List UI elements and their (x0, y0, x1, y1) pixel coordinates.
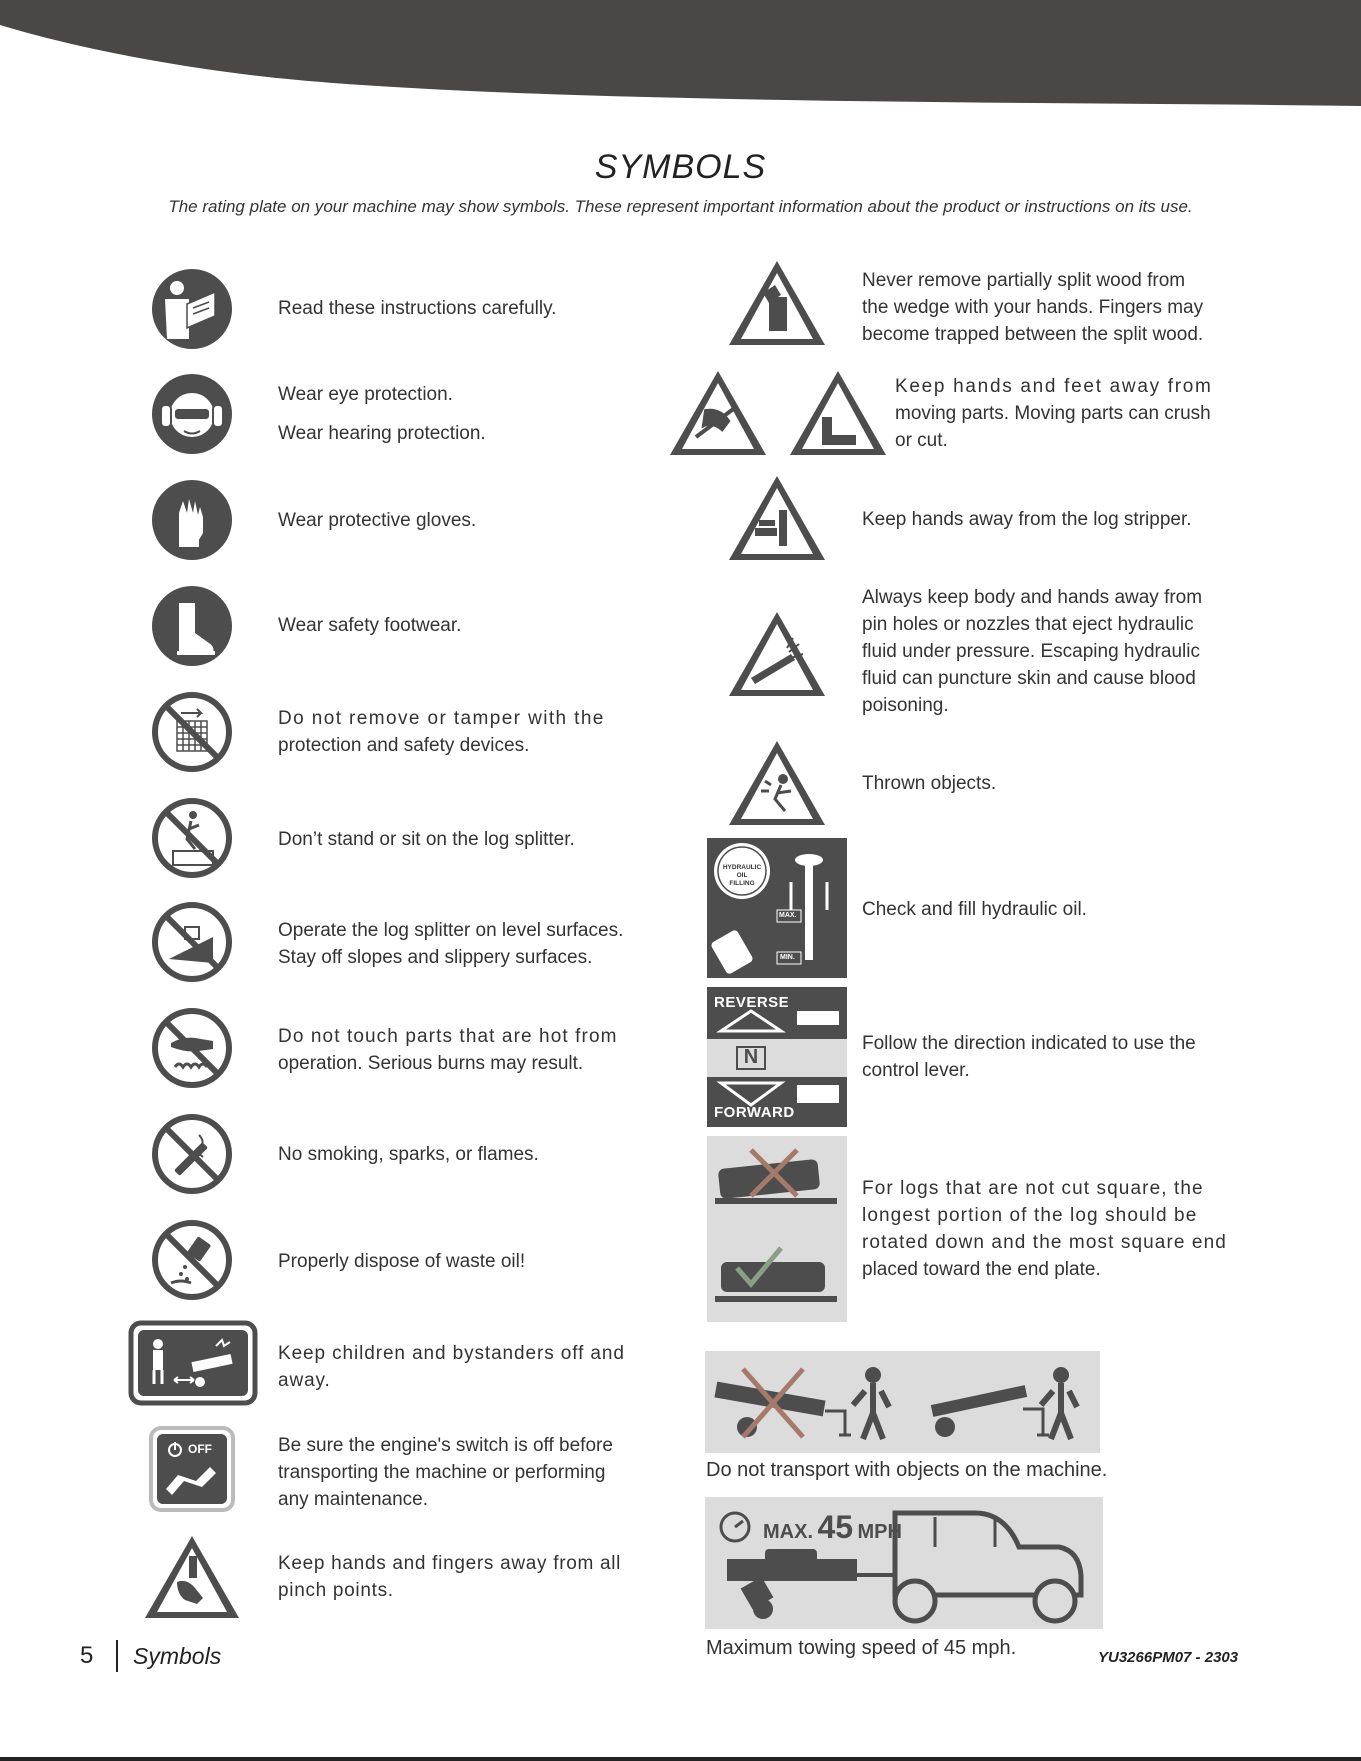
pinch-point-icon (141, 1532, 243, 1622)
hydraulic-fluid-warning-text: Always keep body and hands away from pin holes or nozzles that eject hydraulic fluid under pressure. Escaping hydraulic fluid can puncture skin and cause blood poisoning. (862, 587, 1203, 716)
log-stripper-warning-icon (725, 472, 829, 564)
oil-max-label: MAX. (779, 912, 797, 919)
no-slope-text: Operate the log splitter on level surfaces. Stay off slopes and slippery surfaces. (278, 920, 624, 968)
moving-parts-warning-text: Keep hands and feet away from moving parts. Moving parts can crush or cut. (895, 376, 1213, 451)
thrown-objects-warning-icon (725, 737, 829, 829)
engine-off-text: Be sure the engine's switch is off before transporting the machine or performing any maintenance. (278, 1435, 613, 1510)
document-id: YU3266PM07 - 2303 (1098, 1649, 1239, 1666)
no-tamper-guard-icon (151, 691, 233, 773)
eye-ear-protection-text: Wear eye protection. Wear hearing protection. (278, 384, 486, 444)
no-oil-dumping-icon (151, 1219, 233, 1301)
control-lever-direction-text: Follow the direction indicated to use the control lever. (862, 1033, 1196, 1081)
bystanders-away-text: Keep children and bystanders off and away. (278, 1343, 625, 1391)
max-towing-speed-icon (705, 1497, 1103, 1629)
eye-ear-protection-icon (151, 373, 233, 455)
header-band (0, 0, 1361, 110)
moving-parts-hand-warning-icon (666, 367, 770, 459)
log-orientation-text: For logs that are not cut square, the longest portion of the log should be rotated down and the most square end placed toward the end plate. (862, 1178, 1227, 1280)
no-slope-icon (151, 901, 233, 983)
safety-boot-icon (151, 585, 233, 667)
hydraulic-oil-fill-icon (707, 838, 847, 978)
bottom-rule (0, 1757, 1361, 1761)
max-speed-label: MAX. 45 MPH (763, 1509, 902, 1545)
hydraulic-oil-fill-text: Check and fill hydraulic oil. (862, 899, 1087, 920)
safety-boot-text: Wear safety footwear. (278, 615, 462, 636)
read-manual-icon (151, 268, 233, 350)
moving-parts-warning-icon (786, 367, 890, 459)
max-towing-speed-caption: Maximum towing speed of 45 mph. (706, 1637, 1017, 1659)
oil-min-label: MIN. (780, 954, 795, 961)
control-lever-direction-icon (707, 987, 847, 1127)
page-title: SYMBOLS (594, 148, 767, 186)
split-wood-warning-icon (725, 257, 829, 349)
no-smoking-icon (151, 1113, 233, 1195)
gloves-icon (151, 479, 233, 561)
no-transport-objects-icon (705, 1351, 1100, 1453)
engine-off-label: OFF (188, 1442, 212, 1456)
page-number: 5 (80, 1642, 94, 1669)
forward-label: FORWARD (714, 1104, 795, 1121)
bystanders-away-icon (128, 1320, 258, 1406)
reverse-label: REVERSE (714, 994, 790, 1011)
page-subtitle: The rating plate on your machine may show symbols. These represent important information about the product or instructions on its use. (168, 197, 1193, 216)
read-manual-text: Read these instructions carefully. (278, 298, 557, 319)
pinch-point-text: Keep hands and fingers away from all pinch points. (278, 1553, 622, 1601)
oil-fill-badge: HYDRAULIC OIL FILLING (722, 864, 762, 887)
log-stripper-warning-text: Keep hands away from the log stripper. (862, 509, 1192, 530)
no-touch-hot-icon (151, 1007, 233, 1089)
neutral-label: N (743, 1046, 759, 1068)
no-stand-sit-text: Don’t stand or sit on the log splitter. (278, 829, 575, 850)
gloves-text: Wear protective gloves. (278, 510, 477, 531)
no-tamper-guard-text: Do not remove or tamper with the protection and safety devices. (278, 708, 605, 756)
no-smoking-text: No smoking, sparks, or flames. (278, 1144, 539, 1165)
hydraulic-fluid-warning-icon (725, 608, 829, 700)
no-oil-dumping-text: Properly dispose of waste oil! (278, 1251, 526, 1272)
split-wood-warning-text: Never remove partially split wood from the wedge with your hands. Fingers may become trapped between the split wood. (862, 270, 1204, 345)
no-touch-hot-text: Do not touch parts that are hot from operation. Serious burns may result. (278, 1026, 618, 1074)
log-orientation-icon (707, 1136, 847, 1322)
engine-off-icon (148, 1425, 236, 1513)
thrown-objects-warning-text: Thrown objects. (862, 773, 997, 794)
footer-section-label: Symbols (133, 1643, 222, 1669)
footer-divider (116, 1640, 118, 1672)
no-stand-sit-icon (151, 797, 233, 879)
no-transport-objects-caption: Do not transport with objects on the machine. (706, 1459, 1108, 1481)
